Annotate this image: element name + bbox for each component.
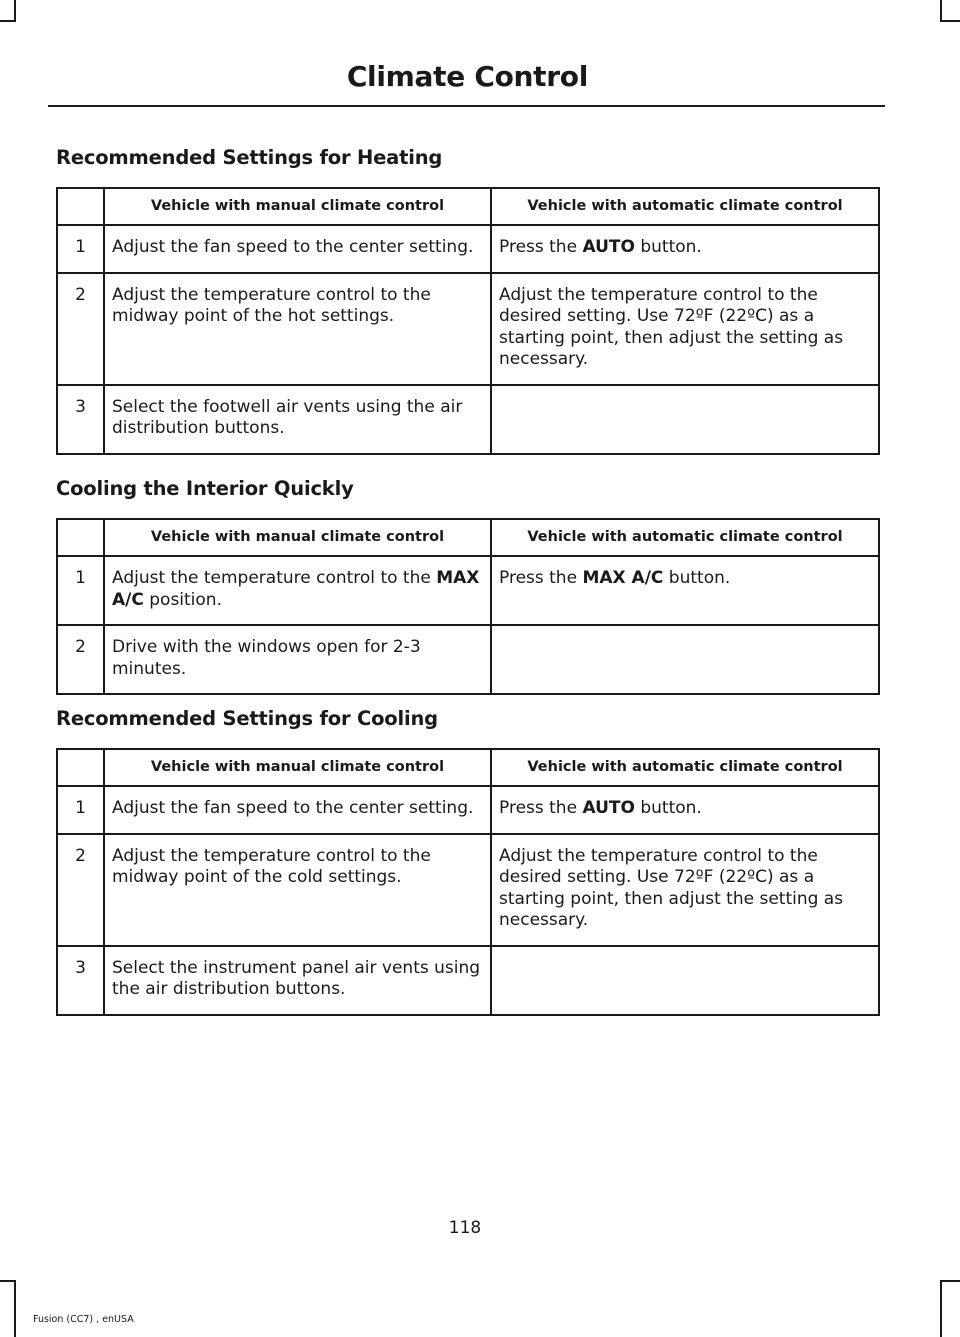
section-heating [56, 146, 878, 455]
header-auto: Vehicle with automatic climate control [491, 188, 879, 225]
crop-mark-top-right-v [940, 0, 942, 22]
step-number: 3 [57, 946, 104, 1015]
step-number: 1 [57, 556, 104, 625]
auto-text-end: button. [634, 798, 702, 818]
auto-text: Press the [499, 237, 583, 257]
crop-mark-bottom-right-h [940, 1280, 960, 1282]
auto-button-name: AUTO [582, 237, 635, 257]
manual-setting-name: MAX A/C [112, 568, 480, 610]
manual-text: Adjust the temperature control to the [112, 568, 437, 588]
step-number: 2 [57, 273, 104, 385]
table-header-row [57, 519, 879, 556]
section-heading: Cooling the Interior Quickly [56, 477, 354, 500]
auto-text: Adjust the temperature control to the desired setting. Use 72ºF (22ºC) as a starting point, then adjust the setting as necessary. [499, 284, 844, 369]
auto-cell [491, 556, 879, 625]
manual-cell: Select the instrument panel air vents using the air distribution buttons. [104, 946, 491, 1015]
auto-cell [491, 385, 879, 454]
section-heading: Recommended Settings for Cooling [56, 707, 438, 730]
auto-cell [491, 273, 879, 385]
step-number: 1 [57, 225, 104, 273]
manual-cell: Adjust the temperature control to the midway point of the hot settings. [104, 273, 491, 385]
crop-mark-top-right-h [940, 20, 960, 22]
title-divider [48, 105, 885, 107]
settings-table [56, 518, 880, 695]
auto-text: Adjust the temperature control to the desired setting. Use 72ºF (22ºC) as a starting point, then adjust the setting as necessary. [499, 845, 844, 930]
header-manual: Vehicle with manual climate control [104, 188, 491, 225]
table-row [57, 273, 879, 385]
page-title: Climate Control [346, 60, 588, 93]
page-number: 118 [448, 1218, 482, 1238]
section-cooling-quickly [56, 477, 878, 695]
section-cooling [56, 707, 878, 1016]
manual-cell [104, 556, 491, 625]
step-number: 3 [57, 385, 104, 454]
footer-text: Fusion (CC7) , enUSA [33, 1314, 134, 1325]
settings-table [56, 187, 880, 455]
header-manual: Vehicle with manual climate control [104, 519, 491, 556]
crop-mark-top-left-h [0, 20, 16, 22]
step-number: 2 [57, 625, 104, 694]
auto-text-end: button. [634, 237, 702, 257]
table-row [57, 786, 879, 834]
manual-cell: Adjust the fan speed to the center setting. [104, 225, 491, 273]
table-header-row [57, 188, 879, 225]
auto-cell [491, 834, 879, 946]
auto-button-name: MAX A/C [582, 568, 664, 588]
header-num [57, 188, 104, 225]
crop-mark-bottom-right-v [940, 1280, 942, 1337]
section-heading: Recommended Settings for Heating [56, 146, 443, 169]
table-row [57, 625, 879, 694]
auto-text: Press the [499, 568, 583, 588]
table-row [57, 385, 879, 454]
table-row [57, 946, 879, 1015]
settings-table [56, 748, 880, 1016]
table-row [57, 556, 879, 625]
auto-cell [491, 946, 879, 1015]
table-header-row [57, 749, 879, 786]
header-num [57, 519, 104, 556]
auto-cell [491, 625, 879, 694]
manual-text-end: position. [143, 589, 222, 610]
manual-cell: Adjust the fan speed to the center setting. [104, 786, 491, 834]
header-manual: Vehicle with manual climate control [104, 749, 491, 786]
auto-text: Press the [499, 798, 583, 818]
crop-mark-bottom-left-h [0, 1280, 16, 1282]
table-row [57, 834, 879, 946]
header-auto: Vehicle with automatic climate control [491, 519, 879, 556]
step-number: 1 [57, 786, 104, 834]
manual-cell: Drive with the windows open for 2-3 minutes. [104, 625, 491, 694]
manual-cell: Adjust the temperature control to the midway point of the cold settings. [104, 834, 491, 946]
manual-cell: Select the footwell air vents using the air distribution buttons. [104, 385, 491, 454]
header-num [57, 749, 104, 786]
table-row [57, 225, 879, 273]
step-number: 2 [57, 834, 104, 946]
auto-button-name: AUTO [582, 798, 635, 818]
auto-text-end: button. [663, 568, 731, 588]
auto-cell [491, 225, 879, 273]
crop-mark-top-left-v [14, 0, 16, 22]
auto-cell [491, 786, 879, 834]
crop-mark-bottom-left-v [14, 1280, 16, 1337]
header-auto: Vehicle with automatic climate control [491, 749, 879, 786]
